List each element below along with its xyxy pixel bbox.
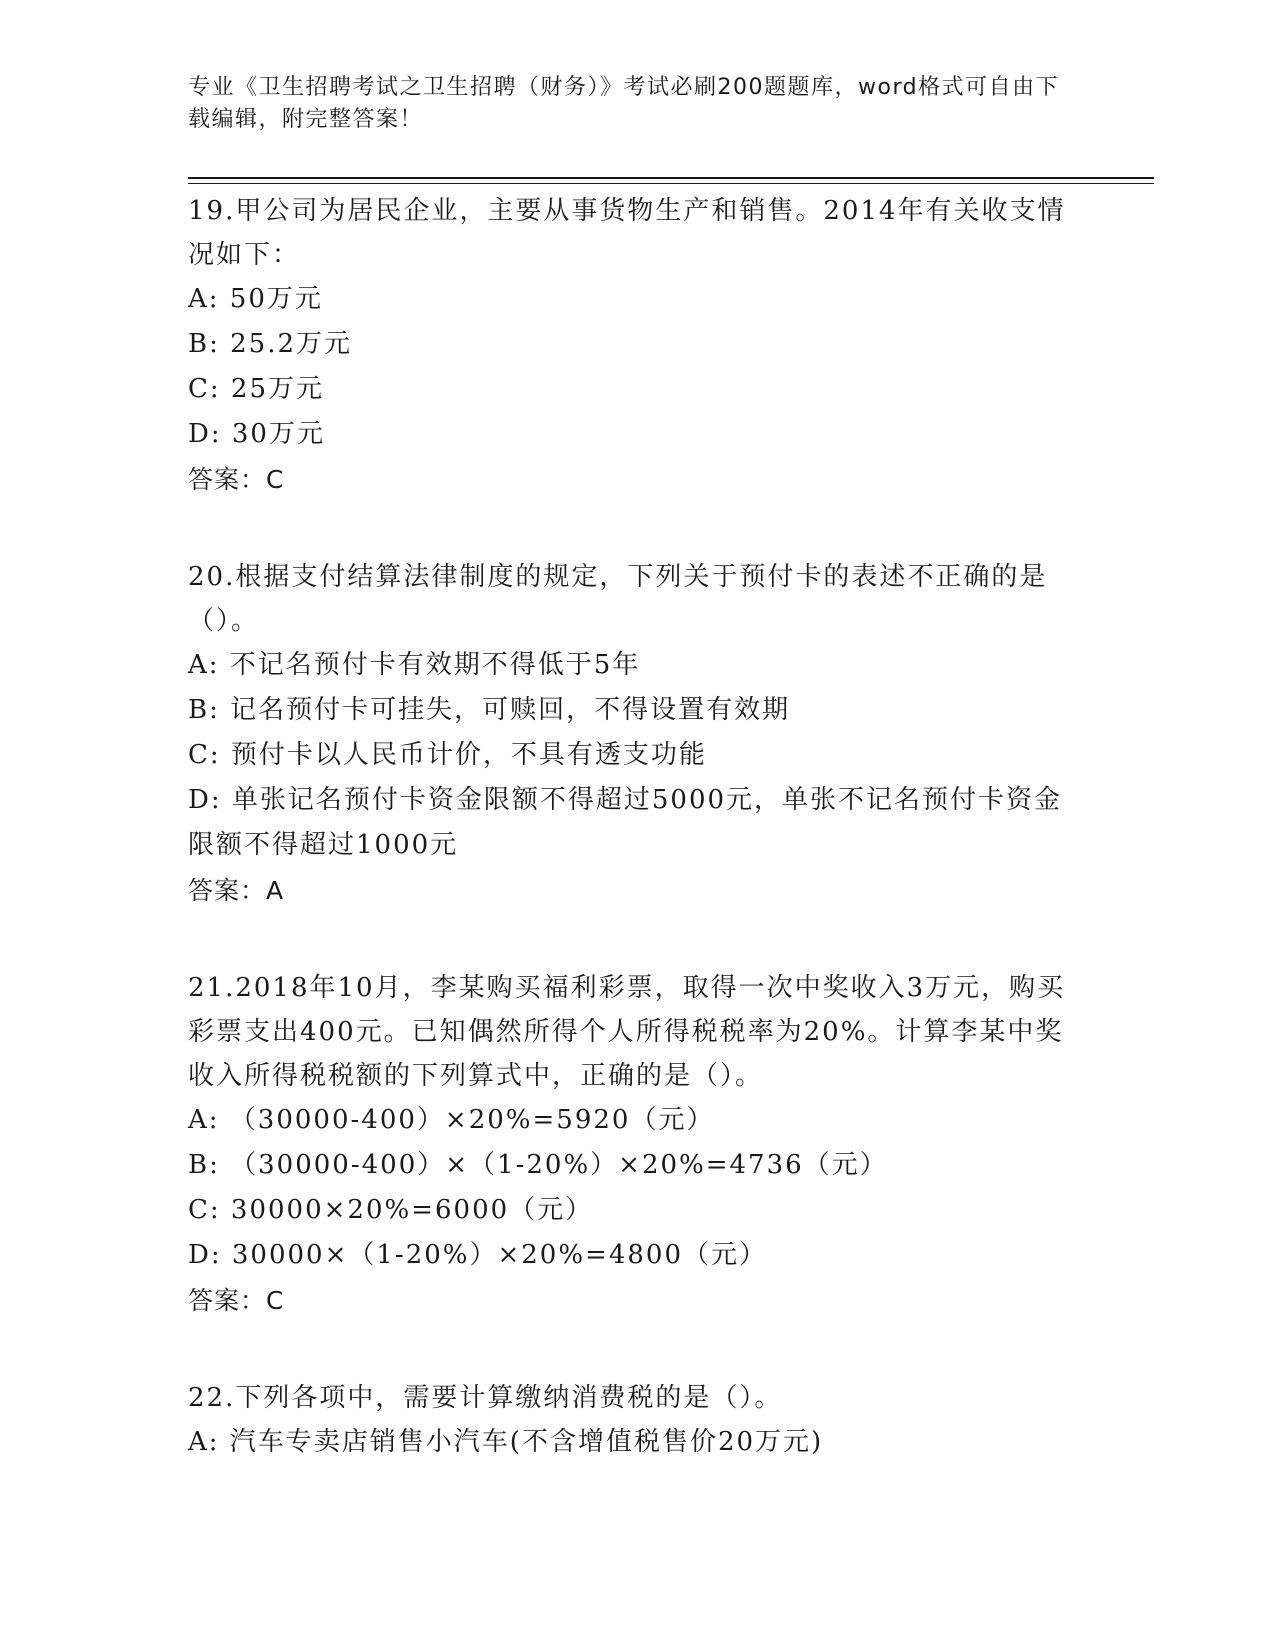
option-c: C: 25万元: [188, 374, 325, 404]
answer: 答案：C: [188, 1286, 285, 1315]
question-stem: 22.下列各项中，需要计算缴纳消费税的是（）。: [188, 1383, 783, 1413]
option-d: D: 30000×（1-20%）×20%=4800（元）: [188, 1240, 768, 1270]
question-stem: 19.甲公司为居民企业，主要从事货物生产和销售。2014年有关收支情况如下：: [188, 196, 1066, 270]
question-stem: 20.根据支付结算法律制度的规定，下列关于预付卡的表述不正确的是（）。: [188, 562, 1048, 636]
option-a: A: （30000-400）×20%=5920（元）: [188, 1105, 715, 1135]
option-c: C: 预付卡以人民币计价，不具有透支功能: [188, 740, 707, 770]
option-b: B: 25.2万元: [188, 329, 353, 359]
option-b: B: （30000-400）×（1-20%）×20%=4736（元）: [188, 1150, 888, 1180]
option-d: D: 单张记名预付卡资金限额不得超过5000元，单张不记名预付卡资金限额不得超过1000元: [188, 785, 1063, 860]
answer: 答案：C: [188, 465, 285, 494]
question-19: [188, 189, 1088, 503]
document-header: 专业《卫生招聘考试之卫生招聘（财务）》考试必刷200题题库，word格式可自由下载编辑，附完整答案！: [188, 75, 1060, 132]
question-22: [188, 1376, 1088, 1465]
option-a: A: 不记名预付卡有效期不得低于5年: [188, 650, 641, 680]
option-a: A: 汽车专卖店销售小汽车(不含增值税售价20万元): [188, 1427, 824, 1457]
answer: 答案：A: [188, 876, 285, 905]
question-21: [188, 966, 1088, 1324]
question-20: [188, 555, 1088, 914]
option-c: C: 30000×20%=6000（元）: [188, 1195, 594, 1225]
option-a: A: 50万元: [188, 284, 323, 314]
question-stem: 21.2018年10月，李某购买福利彩票，取得一次中奖收入3万元，购买彩票支出400元。已知偶然所得个人所得税税率为20%。计算李某中奖收入所得税税额的下列算式中，正确的是（）。: [188, 973, 1066, 1091]
header-divider-thick: [188, 177, 1154, 179]
question-list: [188, 189, 1088, 1517]
header-divider-thin: [188, 183, 1154, 184]
option-b: B: 记名预付卡可挂失，可赎回，不得设置有效期: [188, 695, 791, 725]
option-d: D: 30万元: [188, 419, 325, 449]
